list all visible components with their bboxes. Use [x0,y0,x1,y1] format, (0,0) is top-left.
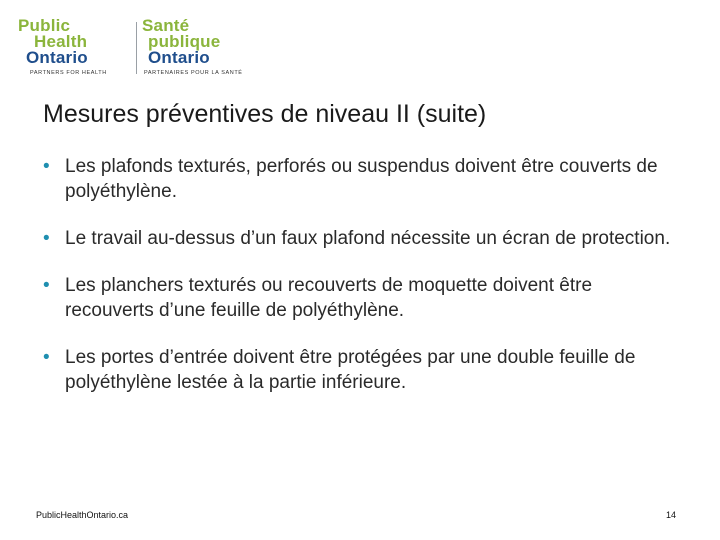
logo-word: publique [148,32,221,51]
logo-french [142,16,262,76]
logo-divider [136,22,137,74]
public-health-ontario-logo [18,18,258,80]
bullet-item [43,273,683,323]
logo-word: Santé [142,16,190,35]
bullet-text: Les plafonds texturés, perforés ou suspendus doivent être couverts de polyéthylène. [65,156,658,202]
logo-tagline-fr: PARTENAIRES POUR LA SANTÉ [144,70,243,76]
bullet-icon: • [43,347,50,368]
bullet-icon: • [43,275,50,296]
bullet-text: Le travail au-dessus d’un faux plafond nécessite un écran de protection. [65,228,671,249]
bullet-icon: • [43,228,50,249]
page-number: 14 [665,510,676,520]
logo-word: Health [34,32,88,51]
slide-title: Mesures préventives de niveau II (suite) [43,100,487,128]
bullet-text: Les portes d’entrée doivent être protégées par une double feuille de polyéthylène lestée à la partie inférieure. [65,347,636,393]
logo-word: Ontario [26,48,88,67]
bullet-item [43,226,683,251]
bullet-item [43,345,683,395]
logo-english [18,16,136,76]
bullet-text: Les planchers texturés ou recouverts de moquette doivent être recouverts d’une feuille de polyéthylène. [65,275,593,321]
bullet-item [43,154,683,204]
logo-tagline-en: PARTNERS FOR HEALTH [30,70,107,76]
bullet-icon: • [43,156,50,177]
logo-word: Ontario [148,48,210,67]
bullet-list [43,154,683,417]
footer-website: PublicHealthOntario.ca [36,510,129,520]
logo-word: Public [18,16,71,35]
